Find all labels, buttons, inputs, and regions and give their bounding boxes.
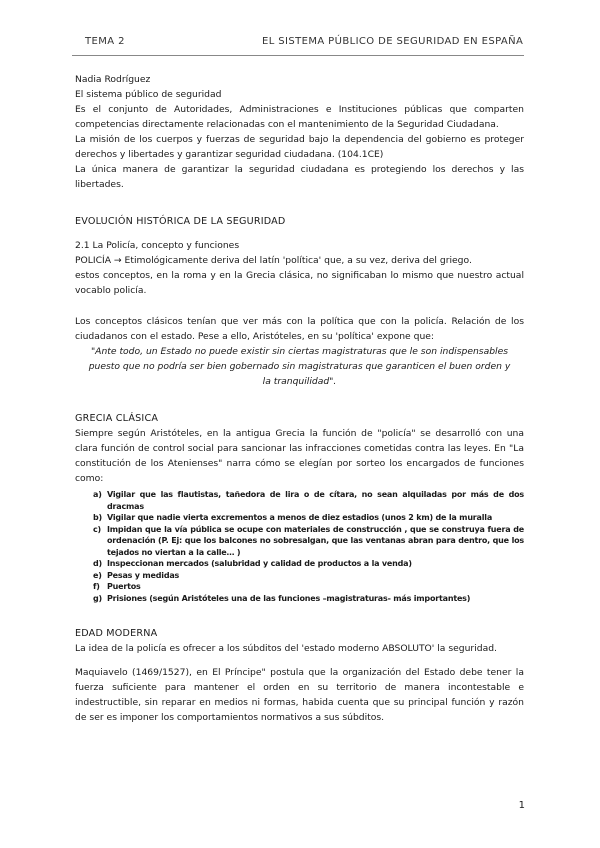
header-left-title: TEMA 2 [85, 36, 125, 47]
grecia-paragraph-1: Siempre según Aristóteles, en la antigua Grecia la función de "policía" se desarrolló con una clara función de control social para sancionar las infracciones cometidas contra las leyes. En "La constitución de los Atenienses" narra cómo se elegían por sorteo los encargados de funciones como: [75, 428, 524, 484]
list-item-text: Inspeccionan mercados (salubridad y calidad de productos a la venda) [107, 559, 412, 568]
list-item [93, 581, 524, 593]
page-number: 1 [518, 800, 525, 811]
list-item-letter: b) [93, 513, 102, 522]
list-item [93, 524, 524, 559]
evolucion-heading: EVOLUCIÓN HISTÓRICA DE LA SEGURIDAD [75, 216, 286, 227]
evolucion-subheading: 2.1 La Policía, concepto y funciones [75, 240, 240, 251]
list-item-text: Impidan que la vía pública se ocupe con materiales de construcción , que se construya fuera de ordenación (P. Ej: que los balcones no sobresalgan, que las ventanas abran para dentro, que los tejados no viertan a la calle… ) [107, 524, 524, 557]
author-name: Nadia Rodríguez [75, 74, 151, 85]
list-item-letter: c) [93, 524, 101, 534]
list-item-text: Pesas y medidas [107, 570, 180, 580]
list-item-text: Prisiones (según Aristóteles una de las funciones –magistraturas- más importantes) [107, 593, 471, 603]
evolucion-paragraph-2: estos conceptos, en la roma y en la Grecia clásica, no significaban lo mismo que nuestro actual vocablo policía. [75, 270, 524, 296]
list-item [93, 512, 524, 524]
document-body [75, 72, 524, 725]
list-item-letter: a) [93, 490, 102, 499]
list-item [93, 570, 524, 582]
list-item [93, 558, 524, 570]
evolucion-paragraph-1: POLICÍA → Etimológicamente deriva del latín 'política' que, a su vez, deriva del griego. [75, 255, 472, 266]
list-item-text: Vigilar que nadie vierta excrementos a menos de diez estadios (unos 2 km) de la muralla [107, 513, 493, 522]
evolucion-paragraph-3: Los conceptos clásicos tenían que ver más con la política que con la policía. Relación de los ciudadanos con el estado. Pese a ello, Aristóteles, en su 'política' expone que: [75, 316, 524, 342]
list-item-letter: f) [93, 582, 100, 591]
moderna-heading: EDAD MODERNA [75, 628, 158, 639]
moderna-paragraph-1: La idea de la policía es ofrecer a los súbditos del 'estado moderno ABSOLUTO' la seguridad. [75, 643, 497, 654]
intro-paragraph-1: Es el conjunto de Autoridades, Administraciones e Instituciones públicas que comparten competencias directamente relacionadas con el mantenimiento de la Seguridad Ciudadana. [75, 104, 524, 130]
header-divider [72, 55, 524, 56]
intro-paragraph-3: La única manera de garantizar la seguridad ciudadana es protegiendo los derechos y las libertades. [75, 164, 524, 190]
list-item [93, 593, 524, 605]
list-item-letter: d) [93, 559, 102, 568]
list-item-text: Vigilar que las flautistas, tañedora de lira o de cítara, no sean alquiladas por más de dos dracmas [107, 490, 524, 511]
moderna-paragraph-2: Maquiavelo (1469/1527), en El Príncipe" postula que la organización del Estado debe tener la fuerza suficiente para mantener el orden en su territorio de manera incontestable e indestructible, sin reparar en medios ni formas, habida cuenta que su principal función y razón de ser es imponer los comportamientos normativos a sus súbditos. [75, 667, 524, 723]
list-item [93, 489, 524, 512]
list-item-letter: e) [93, 570, 102, 580]
list-item-text: Puertos [107, 582, 141, 591]
list-item-letter: g) [93, 593, 102, 603]
functions-list [75, 489, 524, 604]
intro-title: El sistema público de seguridad [75, 89, 222, 100]
aristotle-quote: "Ante todo, un Estado no puede existir sin ciertas magistraturas que le son indispensables puesto que no podría ser bien gobernado sin magistraturas que garanticen el buen orden y la tranquilidad". [88, 346, 511, 387]
grecia-heading: GRECIA CLÁSICA [75, 413, 159, 424]
header-right-title: EL SISTEMA PÚBLICO DE SEGURIDAD EN ESPAÑA [262, 36, 524, 47]
intro-paragraph-2: La misión de los cuerpos y fuerzas de seguridad bajo la dependencia del gobierno es proteger derechos y libertades y garantizar seguridad ciudadana. (104.1CE) [75, 134, 524, 160]
